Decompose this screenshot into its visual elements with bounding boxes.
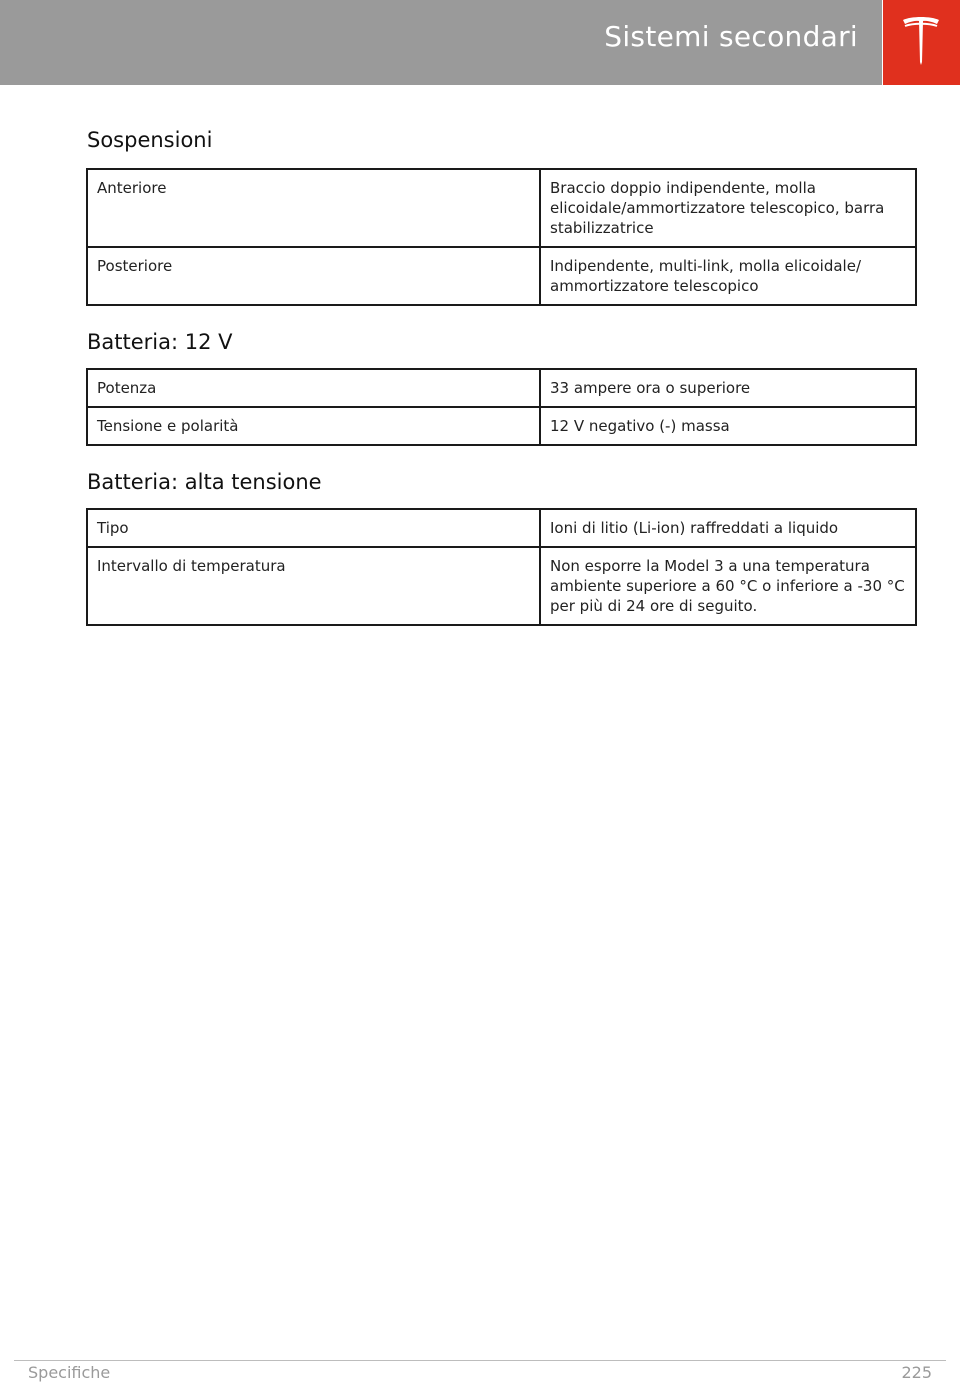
- page-header-title: Sistemi secondari: [604, 20, 858, 53]
- row-label: Posteriore: [87, 247, 540, 305]
- row-label: Potenza: [87, 369, 540, 407]
- table-row: [87, 547, 916, 625]
- row-value: 33 ampere ora o superiore: [540, 369, 916, 407]
- footer-divider: [14, 1360, 946, 1361]
- tesla-logo-icon: [901, 14, 941, 66]
- footer-section-label: Specifiche: [28, 1363, 111, 1382]
- table-row: [87, 509, 916, 547]
- section-title-sospensioni: Sospensioni: [87, 128, 213, 152]
- row-label: Tensione e polarità: [87, 407, 540, 445]
- table-sospensioni: [86, 168, 917, 306]
- table-row: [87, 407, 916, 445]
- table-row: [87, 169, 916, 247]
- row-value: Ioni di litio (Li-ion) raffreddati a liquido: [540, 509, 916, 547]
- row-value: Non esporre la Model 3 a una temperatura ambiente superiore a 60 °C o inferiore a -30 °C per più di 24 ore di seguito.: [540, 547, 916, 625]
- table-batteria-alta-tensione: [86, 508, 917, 626]
- footer-page-number: 225: [901, 1363, 932, 1382]
- row-value: Indipendente, multi-link, molla elicoidale/ ammortizzatore telescopico: [540, 247, 916, 305]
- section-title-batteria-12v: Batteria: 12 V: [87, 330, 233, 354]
- header-bar: [0, 0, 882, 85]
- row-label: Anteriore: [87, 169, 540, 247]
- row-value: Braccio doppio indipendente, molla elicoidale/ammortizzatore telescopico, barra stabilizzatrice: [540, 169, 916, 247]
- row-label: Tipo: [87, 509, 540, 547]
- table-row: [87, 247, 916, 305]
- section-title-batteria-alta-tensione: Batteria: alta tensione: [87, 470, 322, 494]
- table-row: [87, 369, 916, 407]
- row-label: Intervallo di temperatura: [87, 547, 540, 625]
- logo-box: [883, 0, 960, 85]
- table-batteria-12v: [86, 368, 917, 446]
- row-value: 12 V negativo (-) massa: [540, 407, 916, 445]
